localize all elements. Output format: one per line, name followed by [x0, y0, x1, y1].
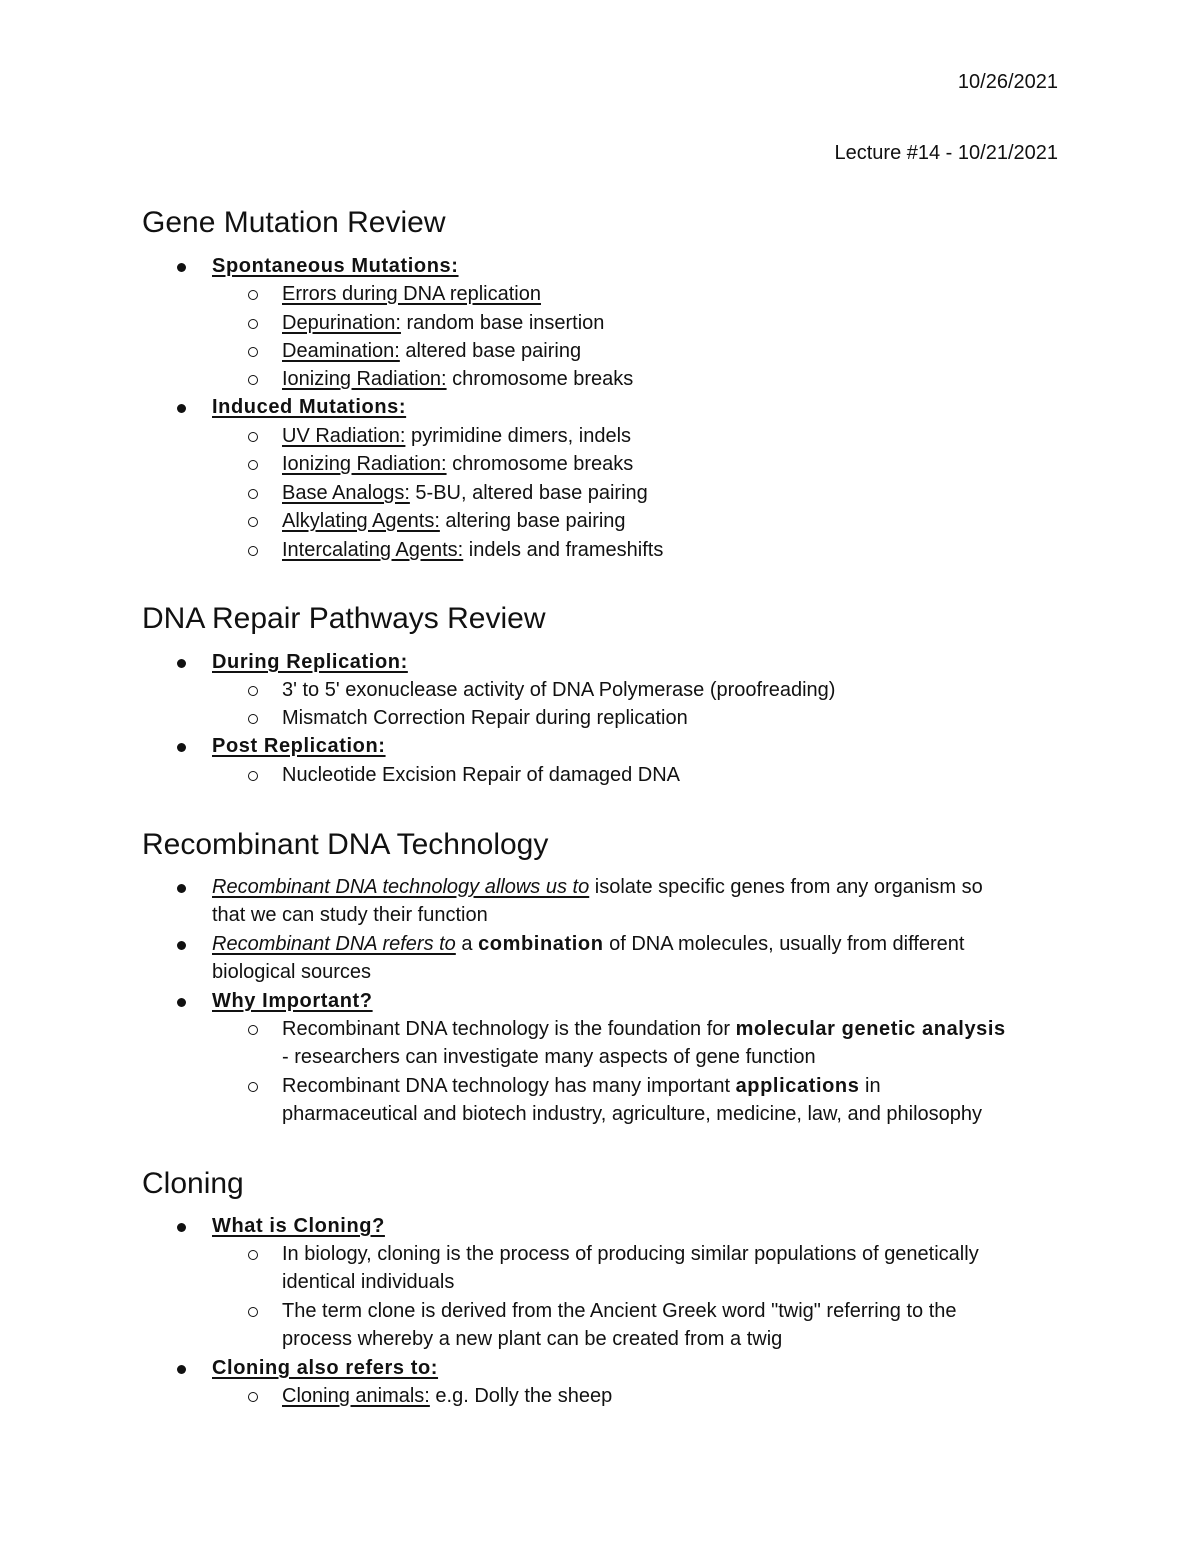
- circle-bullet-icon: [248, 1307, 258, 1317]
- list-item: UV Radiation: pyrimidine dimers, indels: [282, 425, 632, 447]
- list-item-continuation: biological sources: [212, 961, 371, 983]
- list-item: Cloning animals: e.g. Dolly the sheep: [282, 1385, 613, 1407]
- list-item: Alkylating Agents: altering base pairing: [282, 510, 626, 532]
- list-item: Intercalating Agents: indels and frameshifts: [282, 539, 664, 561]
- list-item-continuation: pharmaceutical and biotech industry, agriculture, medicine, law, and philosophy: [282, 1103, 983, 1125]
- lecture-title: Lecture #14 - 10/21/2021: [834, 142, 1058, 164]
- circle-bullet-icon: [248, 1025, 258, 1035]
- bullet-icon: [177, 263, 186, 272]
- list-item: The term clone is derived from the Ancient Greek word "twig" referring to the: [282, 1300, 957, 1322]
- spontaneous-mutations-heading: Spontaneous Mutations:: [212, 255, 459, 277]
- bullet-icon: [177, 404, 186, 413]
- circle-bullet-icon: [248, 489, 258, 499]
- bullet-icon: [177, 1365, 186, 1374]
- circle-bullet-icon: [248, 1082, 258, 1092]
- bullet-icon: [177, 1223, 186, 1232]
- bullet-icon: [177, 884, 186, 893]
- post-replication-heading: Post Replication:: [212, 735, 386, 757]
- list-item: 3' to 5' exonuclease activity of DNA Polymerase (proofreading): [282, 679, 836, 701]
- bullet-icon: [177, 998, 186, 1007]
- heading-cloning: Cloning: [142, 1167, 244, 1200]
- bullet-icon: [177, 659, 186, 668]
- heading-recombinant-dna: Recombinant DNA Technology: [142, 828, 549, 861]
- heading-gene-mutation-review: Gene Mutation Review: [142, 206, 446, 239]
- list-item-continuation: process whereby a new plant can be created from a twig: [282, 1328, 783, 1350]
- circle-bullet-icon: [248, 714, 258, 724]
- list-item: Ionizing Radiation: chromosome breaks: [282, 453, 634, 475]
- list-item-continuation: - researchers can investigate many aspects of gene function: [282, 1046, 816, 1068]
- circle-bullet-icon: [248, 375, 258, 385]
- circle-bullet-icon: [248, 290, 258, 300]
- circle-bullet-icon: [248, 1392, 258, 1402]
- list-item: Base Analogs: 5-BU, altered base pairing: [282, 482, 648, 504]
- list-item: Recombinant DNA technology has many important applications in: [282, 1075, 881, 1097]
- during-replication-heading: During Replication:: [212, 651, 408, 673]
- list-item: Depurination: random base insertion: [282, 312, 605, 334]
- list-item: Recombinant DNA technology is the foundation for molecular genetic analysis: [282, 1018, 1006, 1040]
- bullet-icon: [177, 743, 186, 752]
- list-item: Mismatch Correction Repair during replication: [282, 707, 688, 729]
- circle-bullet-icon: [248, 319, 258, 329]
- circle-bullet-icon: [248, 432, 258, 442]
- list-item: Recombinant DNA technology allows us to isolate specific genes from any organism so: [212, 876, 983, 898]
- circle-bullet-icon: [248, 347, 258, 357]
- list-item: Deamination: altered base pairing: [282, 340, 582, 362]
- circle-bullet-icon: [248, 686, 258, 696]
- list-item: Nucleotide Excision Repair of damaged DNA: [282, 764, 680, 786]
- list-item: In biology, cloning is the process of producing similar populations of genetically: [282, 1243, 979, 1265]
- circle-bullet-icon: [248, 517, 258, 527]
- circle-bullet-icon: [248, 460, 258, 470]
- circle-bullet-icon: [248, 771, 258, 781]
- what-is-cloning-heading: What is Cloning?: [212, 1215, 385, 1237]
- list-item: Errors during DNA replication: [282, 283, 541, 305]
- heading-dna-repair-pathways: DNA Repair Pathways Review: [142, 602, 546, 635]
- list-item: Ionizing Radiation: chromosome breaks: [282, 368, 634, 390]
- induced-mutations-heading: Induced Mutations:: [212, 396, 407, 418]
- list-item-continuation: identical individuals: [282, 1271, 455, 1293]
- list-item-continuation: that we can study their function: [212, 904, 488, 926]
- circle-bullet-icon: [248, 546, 258, 556]
- document-date: 10/26/2021: [957, 71, 1058, 93]
- circle-bullet-icon: [248, 1250, 258, 1260]
- bullet-icon: [177, 941, 186, 950]
- why-important-heading: Why Important?: [212, 990, 373, 1012]
- list-item: Recombinant DNA refers to a combination of DNA molecules, usually from different: [212, 933, 965, 955]
- cloning-also-refers-heading: Cloning also refers to:: [212, 1357, 439, 1379]
